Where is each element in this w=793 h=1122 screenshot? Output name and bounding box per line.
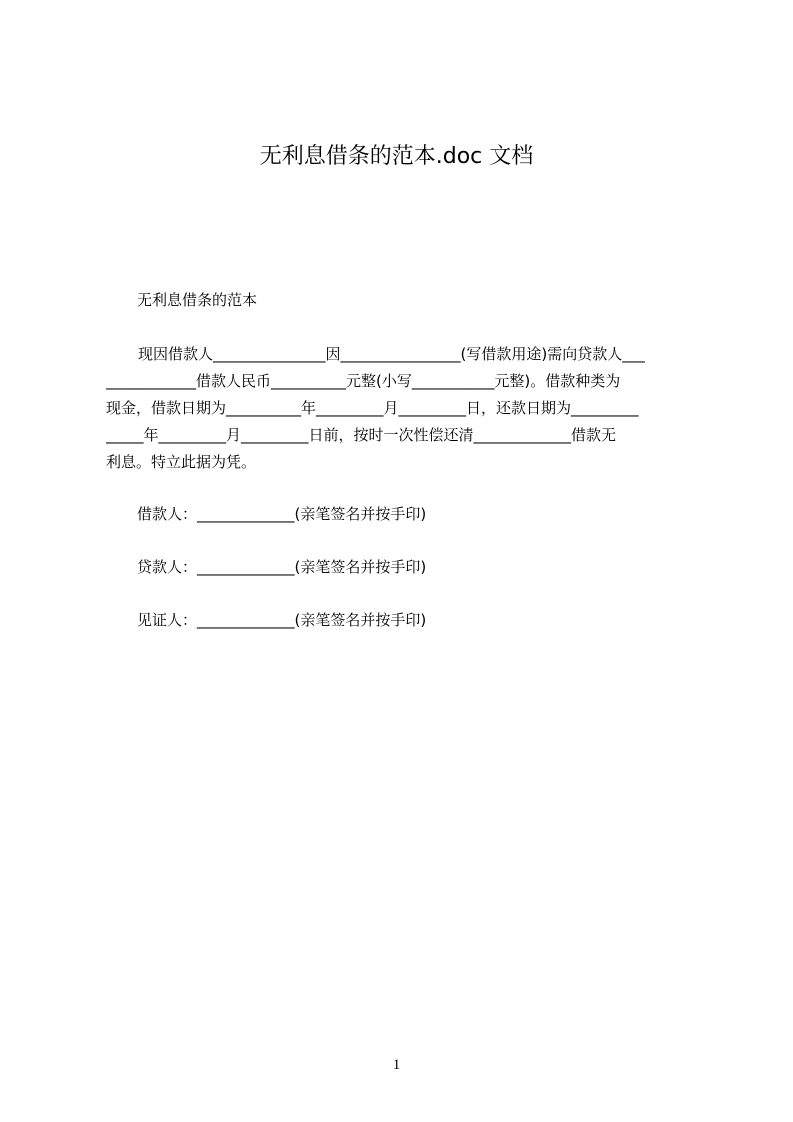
lender-signature-line: 贷款人：_____________(亲笔签名并按手印) <box>137 558 427 576</box>
page-number: 1 <box>392 1057 401 1073</box>
body-line-3: 现金，借款日期为__________年_________月_________日，还款日期为_________ <box>106 399 639 417</box>
body-line-2: ____________借款人民币__________元整(小写___________元整)。借款种类为 <box>106 372 621 390</box>
body-paragraph <box>106 341 700 476</box>
body-line-1: 现因借款人_______________因________________(写借款用途)需向贷款人___ <box>138 345 645 363</box>
body-line-5: 利息。特立此据为凭。 <box>106 453 257 471</box>
witness-signature-line: 见证人：_____________(亲笔签名并按手印) <box>137 611 427 629</box>
document-title: 无利息借条的范本.doc 文档 <box>259 144 534 169</box>
body-line-4: _____年_________月_________日前，按时一次性偿还清_____________借款无 <box>106 426 617 444</box>
section-heading: 无利息借条的范本 <box>137 291 258 309</box>
borrower-signature-line: 借款人：_____________(亲笔签名并按手印) <box>137 505 427 523</box>
